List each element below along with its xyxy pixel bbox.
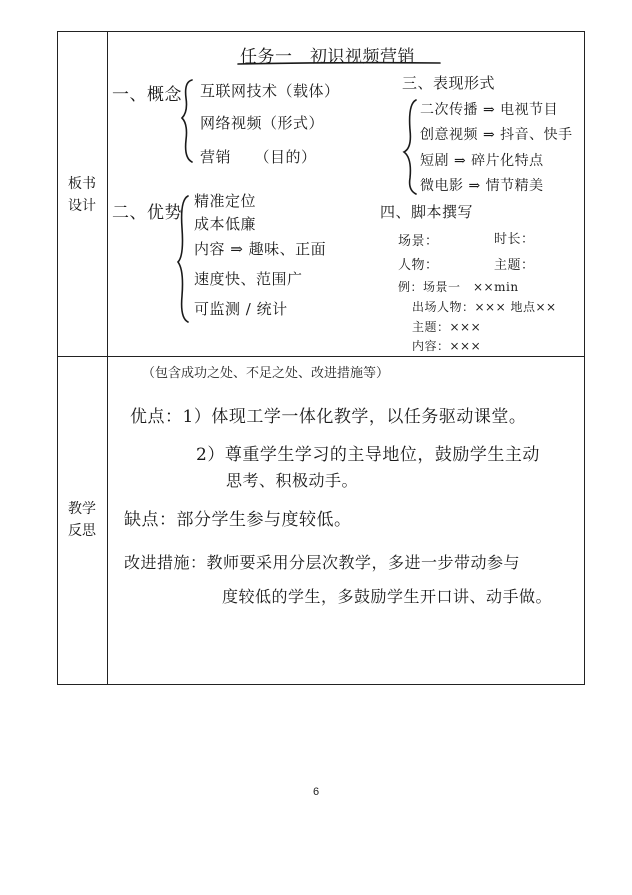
reflection-line: 思考、积极动手。 [226,471,359,490]
forms-item: 短剧 ⇒ 碎片化特点 [420,153,544,169]
concept-item: 网络视频（形式） [200,114,325,132]
example-line: 出场人物：××× 地点×× [412,300,557,314]
table-column-divider [107,31,108,685]
script-heading: 四、脚本撰写 [380,203,474,221]
concept-item: 营销 （目的） [200,148,317,166]
row-label-teaching-reflection [57,498,107,542]
reflection-line: 缺点：部分学生参与度较低。 [124,510,352,530]
advantage-heading: 二、优势 [112,203,182,223]
row-label-line: 板书 [68,176,96,192]
advantage-item: 速度快、范围广 [194,270,303,288]
script-field: 主题： [494,258,535,273]
script-field: 人物： [398,258,439,273]
row-label-line: 反思 [68,523,96,539]
reflection-line: 优点：1）体现工学一体化教学，以任务驱动课堂。 [130,407,527,427]
example-line: 主题：××× [412,320,482,334]
advantage-item: 精准定位 [194,192,257,210]
row-label-line: 教学 [68,501,96,517]
reflection-line: 改进措施：教师要采用分层次教学，多进一步带动参与 [124,553,521,572]
forms-item: 微电影 ⇒ 情节精美 [420,178,544,194]
example-line: 例：场景一 ××min [398,280,519,294]
row-label-board-design [57,173,107,217]
example-line: 内容：××× [412,339,482,353]
forms-item: 二次传播 ⇒ 电视节目 [420,102,559,118]
reflection-hint: （包含成功之处、不足之处、改进措施等） [142,366,390,381]
advantage-item: 内容 ⇒ 趣味、正面 [194,240,327,258]
concept-heading: 一、概念 [112,85,182,105]
board-title: 任务一 初识视频营销 [240,47,415,67]
concept-item: 互联网技术（载体） [200,82,340,100]
forms-heading: 三、表现形式 [402,74,496,92]
table-row-divider [57,356,585,357]
script-field: 时长： [494,232,535,247]
script-field: 场景： [398,234,439,249]
advantage-item: 可监测 / 统计 [194,300,288,318]
reflection-line: 度较低的学生，多鼓励学生开口讲、动手做。 [222,587,553,606]
advantage-item: 成本低廉 [194,215,257,233]
reflection-line: 2）尊重学生学习的主导地位，鼓励学生主动 [196,445,540,465]
page-number: 6 [312,786,320,798]
forms-item: 创意视频 ⇒ 抖音、快手 [420,127,573,143]
row-label-line: 设计 [68,198,96,214]
